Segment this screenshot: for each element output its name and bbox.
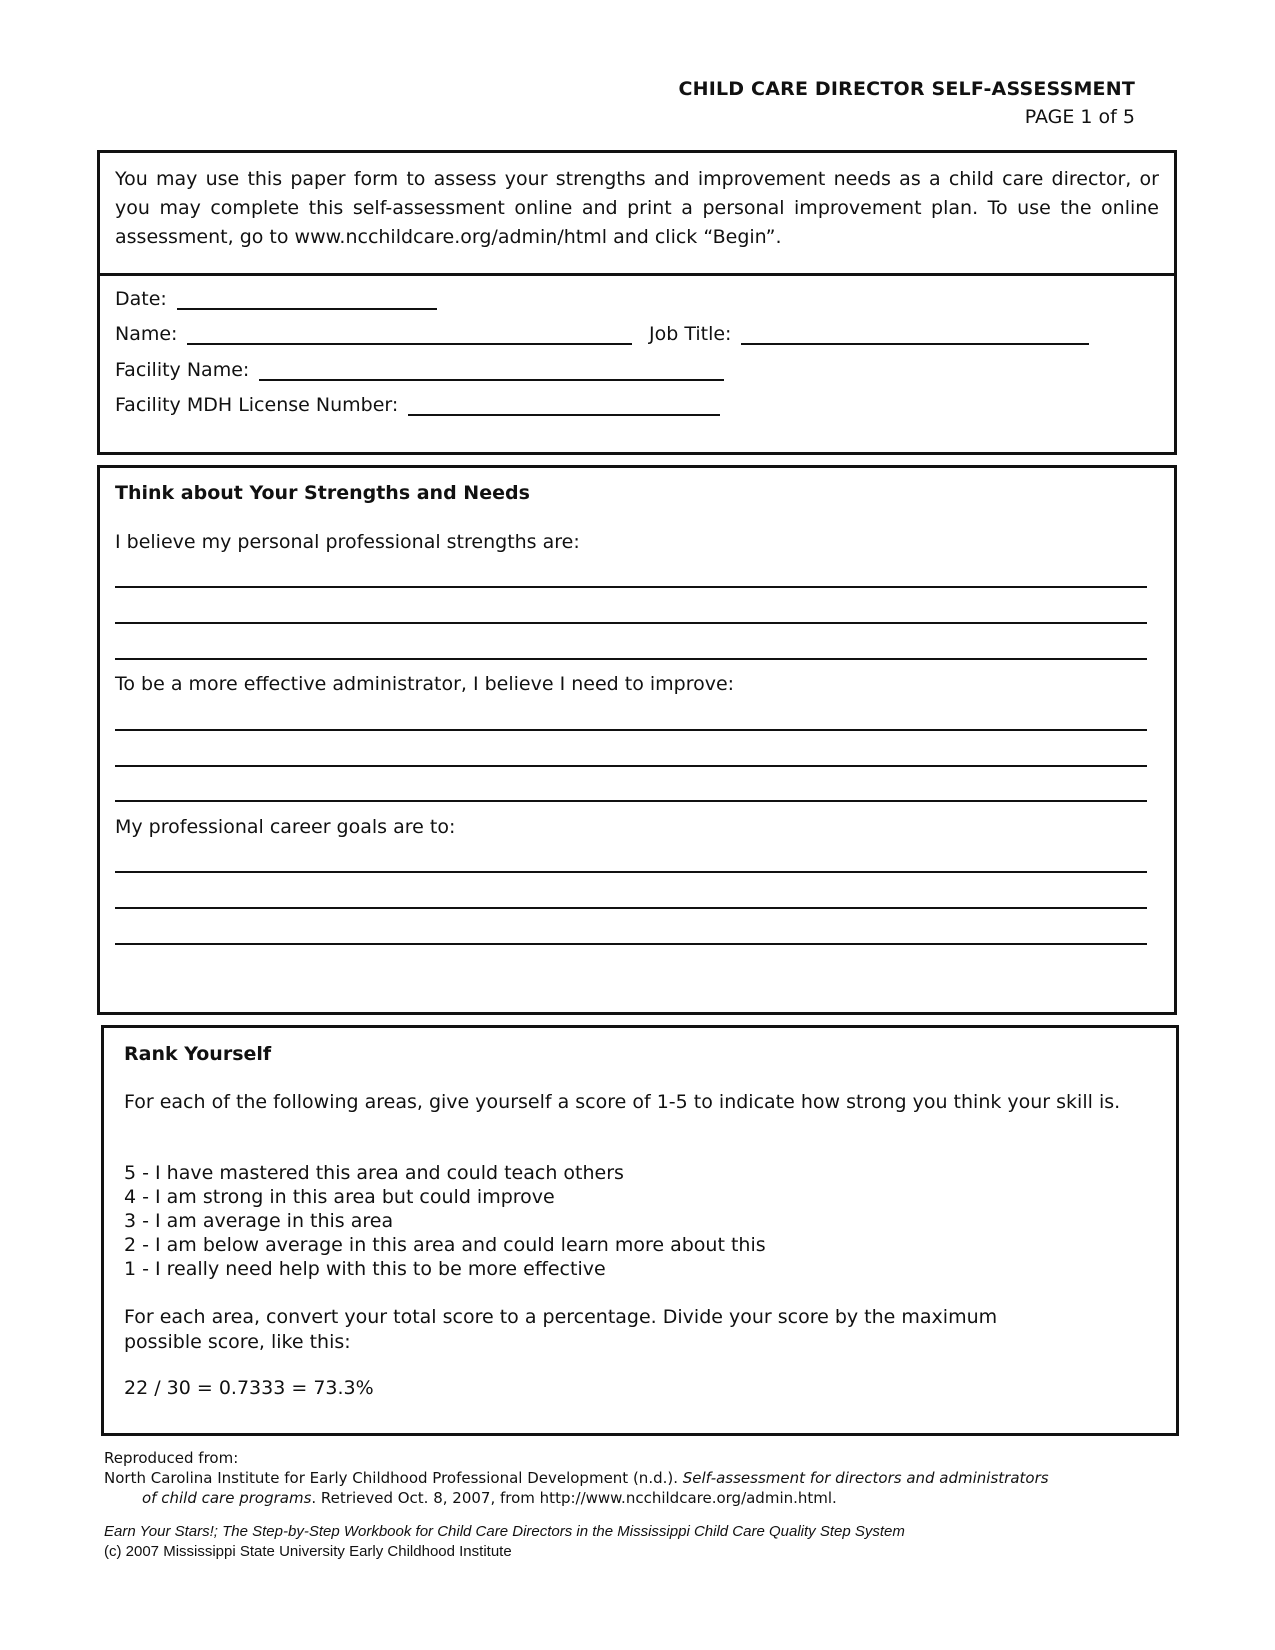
scale-item: 2 - I am below average in this area and could learn more about this (124, 1234, 766, 1256)
name-input-line[interactable] (187, 323, 632, 345)
citation-retrieved: . Retrieved Oct. 8, 2007, from http://www.ncchildcare.org/admin.html. (311, 1489, 837, 1507)
date-label: Date: (115, 288, 167, 310)
scale-item: 5 - I have mastered this area and could teach others (124, 1162, 624, 1184)
license-input-line[interactable] (408, 394, 720, 416)
intro-box (97, 150, 1177, 455)
copyright: (c) 2007 Mississippi State University Early Childhood Institute (104, 1543, 512, 1560)
strengths-heading: Think about Your Strengths and Needs (115, 482, 530, 504)
date-input-line[interactable] (177, 288, 437, 310)
goals-answer-line[interactable] (115, 907, 1147, 909)
improve-answer-line[interactable] (115, 729, 1147, 731)
rank-heading: Rank Yourself (124, 1043, 272, 1065)
citation (104, 1468, 1194, 1508)
name-label: Name: (115, 323, 178, 345)
page-title: CHILD CARE DIRECTOR SELF-ASSESSMENT (678, 78, 1135, 100)
convert-instructions: For each area, convert your total score to a percentage. Divide your score by the maximum possible score, like this: (124, 1306, 998, 1353)
page-number: PAGE 1 of 5 (1024, 106, 1135, 128)
facility-name-input-line[interactable] (259, 359, 724, 381)
citation-author: North Carolina Institute for Early Childhood Professional Development (n.d.). (104, 1469, 683, 1487)
improve-answer-line[interactable] (115, 800, 1147, 802)
goals-answer-line[interactable] (115, 871, 1147, 873)
scale-item: 1 - I really need help with this to be more effective (124, 1258, 606, 1280)
license-field (115, 394, 720, 416)
strengths-answer-line[interactable] (115, 622, 1147, 624)
citation-title: Self-assessment for directors and administrators (682, 1469, 1049, 1487)
improve-prompt: To be a more effective administrator, I believe I need to improve: (115, 673, 735, 695)
rank-instructions: For each of the following areas, give yourself a score of 1-5 to indicate how strong you think your skill is. (124, 1091, 1121, 1113)
facility-name-label: Facility Name: (115, 359, 250, 381)
job-title-label: Job Title: (649, 323, 732, 345)
scale-item: 3 - I am average in this area (124, 1210, 394, 1232)
workbook-title: Earn Your Stars!; The Step-by-Step Workbook for Child Care Directors in the Mississippi Child Care Quality Step System (104, 1523, 905, 1540)
citation-title-cont: of child care programs (142, 1489, 312, 1507)
improve-answer-line[interactable] (115, 765, 1147, 767)
job-title-input-line[interactable] (741, 323, 1089, 345)
strengths-answer-line[interactable] (115, 586, 1147, 588)
example-calculation: 22 / 30 = 0.7333 = 73.3% (124, 1377, 374, 1399)
rank-box (101, 1025, 1179, 1436)
divider (100, 273, 1174, 276)
strengths-answer-line[interactable] (115, 658, 1147, 660)
date-field (115, 288, 437, 310)
facility-name-field (115, 359, 724, 381)
license-label: Facility MDH License Number: (115, 394, 399, 416)
job-title-field (649, 323, 1089, 345)
name-field (115, 323, 632, 345)
intro-text: You may use this paper form to assess your strengths and improvement needs as a child care director, or you may complete this self-assessment online and print a personal improvement plan. To use the online assessment, go to www.ncchildcare.org/admin/html and click “Begin”. (115, 168, 1159, 248)
reproduced-label: Reproduced from: (104, 1449, 239, 1467)
scale-item: 4 - I am strong in this area but could improve (124, 1186, 555, 1208)
goals-answer-line[interactable] (115, 943, 1147, 945)
goals-prompt: My professional career goals are to: (115, 816, 456, 838)
strengths-prompt: I believe my personal professional strengths are: (115, 531, 580, 553)
strengths-box (97, 465, 1177, 1015)
